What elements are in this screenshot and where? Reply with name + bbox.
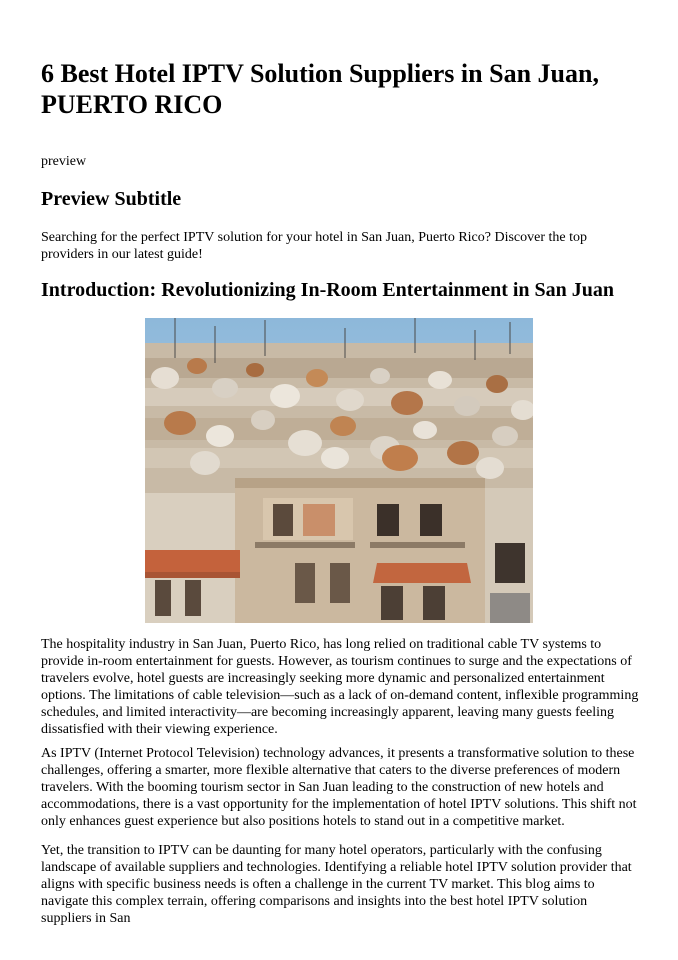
section-heading: Introduction: Revolutionizing In-Room Entertainment in San Juan [41,279,615,301]
photo-illustration [145,318,533,623]
preview-label: preview [41,154,87,169]
rooftop-satellite-dishes-photo [145,318,533,623]
preview-subtitle: Preview Subtitle [41,188,182,210]
intro-text: Searching for the perfect IPTV solution for your hotel in San Juan, Puerto Rico? Discover the top providers in our latest guide! [41,230,588,262]
body-paragraph-1: The hospitality industry in San Juan, Puerto Rico, has long relied on traditional cable TV systems to provide in-room entertainment for guests. However, as tourism continues to surge and the expectations of travelers evolve, hotel guests are increasingly seeking more dynamic and personalized entertainment options. The limitations of cable television—such as a lack of on-demand content, inflexible programming schedules, and limited interactivity—are becoming increasingly apparent, leaving many guests feeling dissatisfied with their viewing experience. [41,637,639,737]
body-paragraph-2: As IPTV (Internet Protocol Television) technology advances, it presents a transformative solution to these challenges, offering a smarter, more flexible alternative that caters to the diverse preferences of modern travelers. With the booming tourism sector in San Juan leading to the construction of new hotels and accommodations, there is a vast opportunity for the implementation of hotel IPTV solutions. This shift not only enhances guest experience but also positions hotels to stand out in a competitive market. [41,746,637,829]
body-paragraph-3: Yet, the transition to IPTV can be daunting for many hotel operators, particularly with the confusing landscape of available suppliers and technologies. Identifying a reliable hotel IPTV solution provider that aligns with specific business needs is often a challenge in the current TV market. This blog aims to navigate this complex terrain, offering comparisons and insights into the best hotel IPTV solution suppliers in San [41,843,632,926]
document-title: 6 Best Hotel IPTV Solution Suppliers in San Juan, PUERTO RICO [41,59,599,119]
